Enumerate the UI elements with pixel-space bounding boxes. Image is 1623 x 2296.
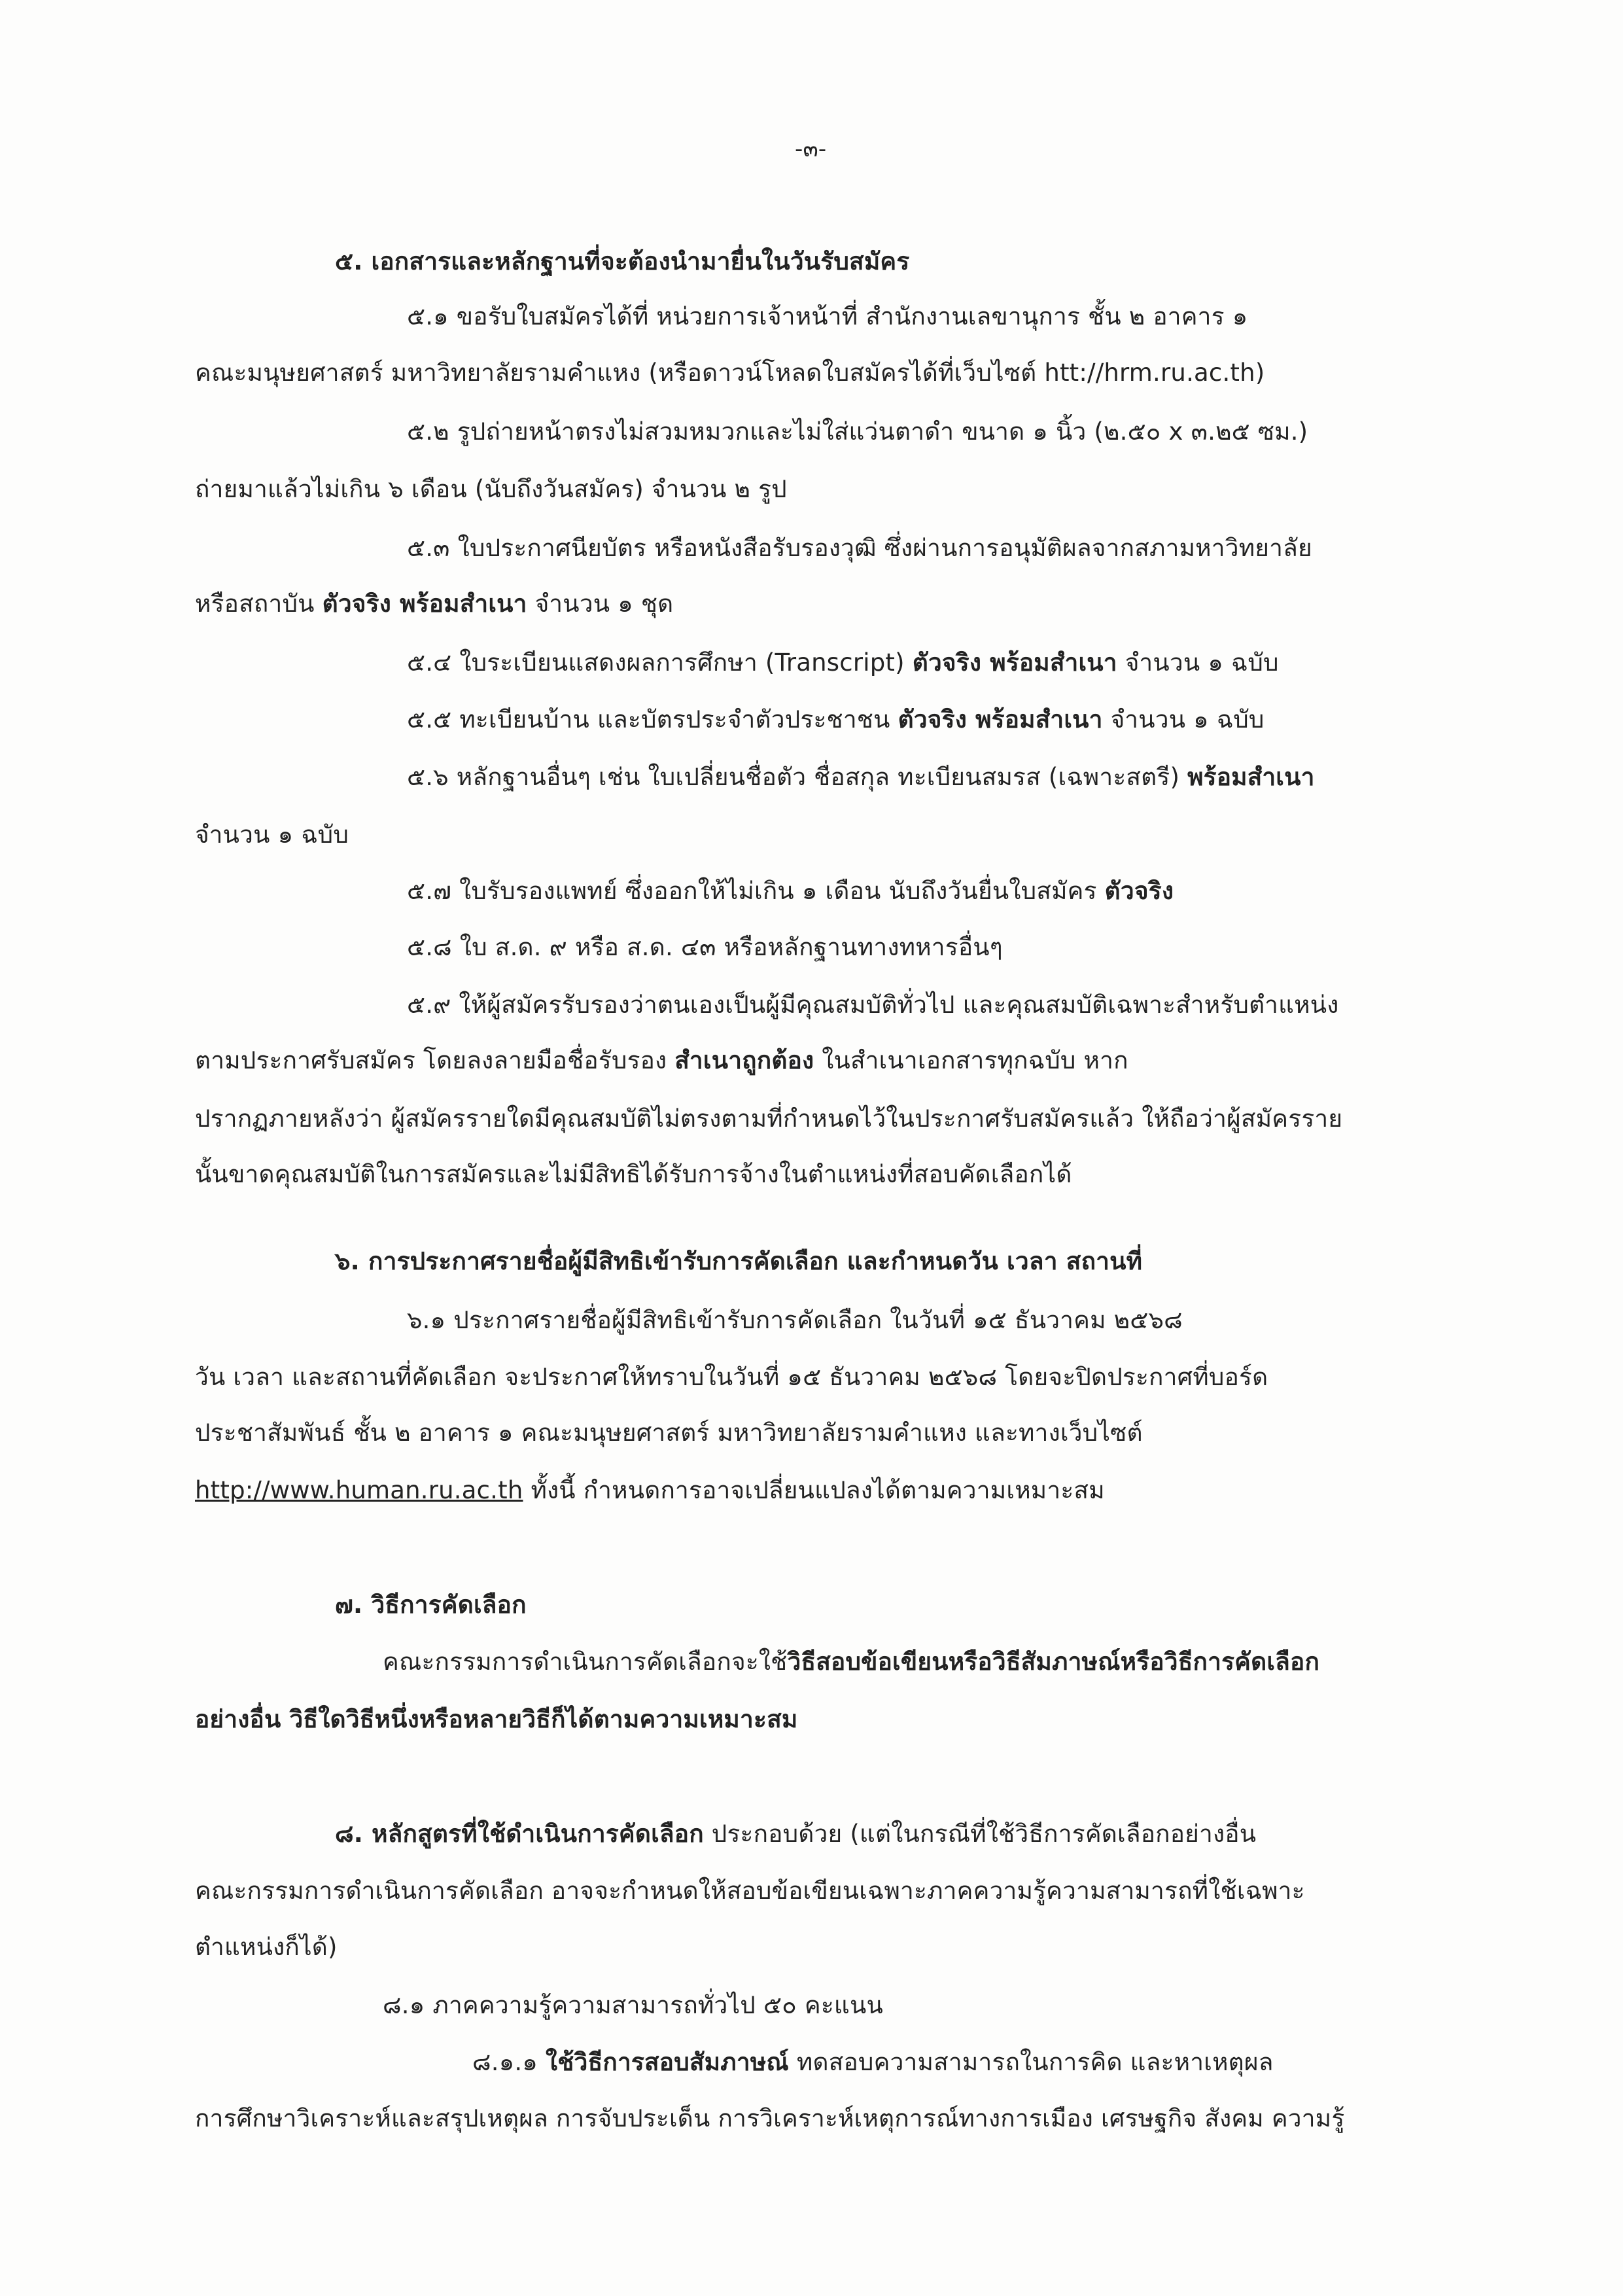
section-5-heading: ๕. เอกสารและหลักฐานที่จะต้องนำมายื่นในวันรับสมัคร [335,247,910,275]
item-5-3-line-1: ๕.๓ ใบประกาศนียบัตร หรือหนังสือรับรองวุฒิ ซึ่งผ่านการอนุมัติผลจากสภามหาวิทยาลัย [407,534,1312,562]
item-5-5-text: ๕.๕ ทะเบียนบ้าน และบัตรประจำตัวประชาชน [407,705,898,733]
section-6-note: ทั้งนี้ กำหนดการอาจเปลี่ยนแปลงได้ตามความเหมาะสม [523,1476,1105,1504]
item-8-1-1-emphasis: ใช้วิธีการสอบสัมภาษณ์ [546,2048,789,2076]
item-5-9-emphasis: สำเนาถูกต้อง [674,1046,814,1074]
item-5-4 [407,645,1279,681]
item-5-1-line-1: ๕.๑ ขอรับใบสมัครได้ที่ หน่วยการเจ้าหน้าที่ สำนักงานเลขานุการ ชั้น ๒ อาคาร ๑ [407,302,1248,330]
item-8-1-1-text: ทดสอบความสามารถในการคิด และหาเหตุผล [788,2048,1274,2076]
item-8-1-1-number: ๘.๑.๑ [472,2048,546,2076]
section-7-text: คณะกรรมการดำเนินการคัดเลือกจะใช้ [383,1648,788,1676]
section-7-emphasis: วิธีสอบข้อเขียนหรือวิธีสัมภาษณ์หรือวิธีการคัดเลือก [787,1648,1320,1676]
section-7-line-1 [383,1644,1319,1680]
section-7-line-2: อย่างอื่น วิธีใดวิธีหนึ่งหรือหลายวิธีก็ได้ตามความเหมาะสม [195,1705,798,1733]
item-5-2-line-2: ถ่ายมาแล้วไม่เกิน ๖ เดือน (นับถึงวันสมัคร) จำนวน ๒ รูป [195,475,787,503]
item-5-5-quantity: จำนวน ๑ ฉบับ [1102,705,1265,733]
section-8-line-2: คณะกรรมการดำเนินการคัดเลือก อาจจะกำหนดให้สอบข้อเขียนเฉพาะภาคความรู้ความสามารถที่ใช้เฉพาะ [195,1877,1305,1905]
section-8-heading: ๘. หลักสูตรที่ใช้ดำเนินการคัดเลือก [335,1820,704,1848]
item-5-2-line-1: ๕.๒ รูปถ่ายหน้าตรงไม่สวมหมวกและไม่ใส่แว่นตาดำ ขนาด ๑ นิ้ว (๒.๕๐ x ๓.๒๕ ซม.) [407,417,1308,446]
item-5-6-line-1 [407,759,1315,796]
item-5-4-emphasis: ตัวจริง พร้อมสำเนา [912,648,1117,677]
section-6-line-1: ๖.๑ ประกาศรายชื่อผู้มีสิทธิเข้ารับการคัดเลือก ในวันที่ ๑๕ ธันวาคม ๒๕๖๘ [407,1306,1183,1334]
item-5-9-text: ตามประกาศรับสมัคร โดยลงลายมือชื่อรับรอง [195,1046,675,1074]
item-5-9-line-3: ปรากฏภายหลังว่า ผู้สมัครรายใดมีคุณสมบัติไม่ตรงตามที่กำหนดไว้ในประกาศรับสมัครแล้ว ให้ถือว่าผู้สมัครราย [195,1104,1343,1133]
item-5-5 [407,701,1265,738]
item-5-3-text: หรือสถาบัน [195,590,323,618]
item-5-3-quantity: จำนวน ๑ ชุด [527,590,674,618]
item-5-7-emphasis: ตัวจริง [1104,877,1174,905]
item-5-9-line-4: นั้นขาดคุณสมบัติในการสมัครและไม่มีสิทธิได้รับการจ้างในตำแหน่งที่สอบคัดเลือกได้ [195,1160,1072,1188]
item-5-9-line-1: ๕.๙ ให้ผู้สมัครรับรองว่าตนเองเป็นผู้มีคุณสมบัติทั่วไป และคุณสมบัติเฉพาะสำหรับตำแหน่ง [407,991,1339,1019]
item-5-6-text: ๕.๖ หลักฐานอื่นๆ เช่น ใบเปลี่ยนชื่อตัว ชื่อสกุล ทะเบียนสมรส (เฉพาะสตรี) [407,763,1188,791]
item-5-4-text: ๕.๔ ใบระเบียนแสดงผลการศึกษา (Transcript) [407,648,913,677]
section-6-heading: ๖. การประกาศรายชื่อผู้มีสิทธิเข้ารับการคัดเลือก และกำหนดวัน เวลา สถานที่ [335,1247,1143,1275]
item-5-1-line-2: คณะมนุษยศาสตร์ มหาวิทยาลัยรามคำแหง (หรือดาวน์โหลดใบสมัครได้ที่เว็บไซต์ htt://hrm.ru.ac.th) [195,359,1265,387]
item-5-9-line-2 [195,1042,1128,1079]
item-8-1: ๘.๑ ภาคความรู้ความสามารถทั่วไป ๕๐ คะแนน [383,1991,883,2019]
item-8-1-1-line-1 [472,2044,1274,2081]
item-5-5-emphasis: ตัวจริง พร้อมสำเนา [898,705,1103,733]
section-8-line-3: ตำแหน่งก็ได้) [195,1933,338,1961]
website-link[interactable]: http://www.human.ru.ac.th [195,1476,523,1504]
section-7-heading: ๗. วิธีการคัดเลือก [335,1591,527,1619]
page-number: -๓- [795,136,827,162]
item-5-7 [407,873,1174,910]
section-8-heading-rest: ประกอบด้วย (แต่ในกรณีที่ใช้วิธีการคัดเลือกอย่างอื่น [703,1820,1257,1848]
item-5-3-line-2 [195,586,673,622]
item-5-6-emphasis: พร้อมสำเนา [1187,763,1315,791]
item-5-3-emphasis: ตัวจริง พร้อมสำเนา [322,590,527,618]
item-5-8: ๕.๘ ใบ ส.ด. ๙ หรือ ส.ด. ๔๓ หรือหลักฐานทางทหารอื่นๆ [407,933,1003,961]
item-5-9-text-2: ในสำเนาเอกสารทุกฉบับ หาก [814,1046,1128,1074]
section-8-heading-line [335,1816,1256,1852]
item-5-7-text: ๕.๗ ใบรับรองแพทย์ ซึ่งออกให้ไม่เกิน ๑ เดือน นับถึงวันยื่นใบสมัคร [407,877,1105,905]
section-6-line-4 [195,1472,1105,1509]
item-5-6-line-2: จำนวน ๑ ฉบับ [195,821,349,849]
item-5-4-quantity: จำนวน ๑ ฉบับ [1117,648,1279,677]
section-6-line-3: ประชาสัมพันธ์ ชั้น ๒ อาคาร ๑ คณะมนุษยศาสตร์ มหาวิทยาลัยรามคำแหง และทางเว็บไซต์ [195,1419,1143,1447]
item-8-1-1-line-2: การศึกษาวิเคราะห์และสรุปเหตุผล การจับประเด็น การวิเคราะห์เหตุการณ์ทางการเมือง เศรษฐกิจ สังคม ความรู้ [195,2104,1345,2132]
section-6-line-2: วัน เวลา และสถานที่คัดเลือก จะประกาศให้ทราบในวันที่ ๑๕ ธันวาคม ๒๕๖๘ โดยจะปิดประกาศที่บอร์ด [195,1363,1268,1391]
